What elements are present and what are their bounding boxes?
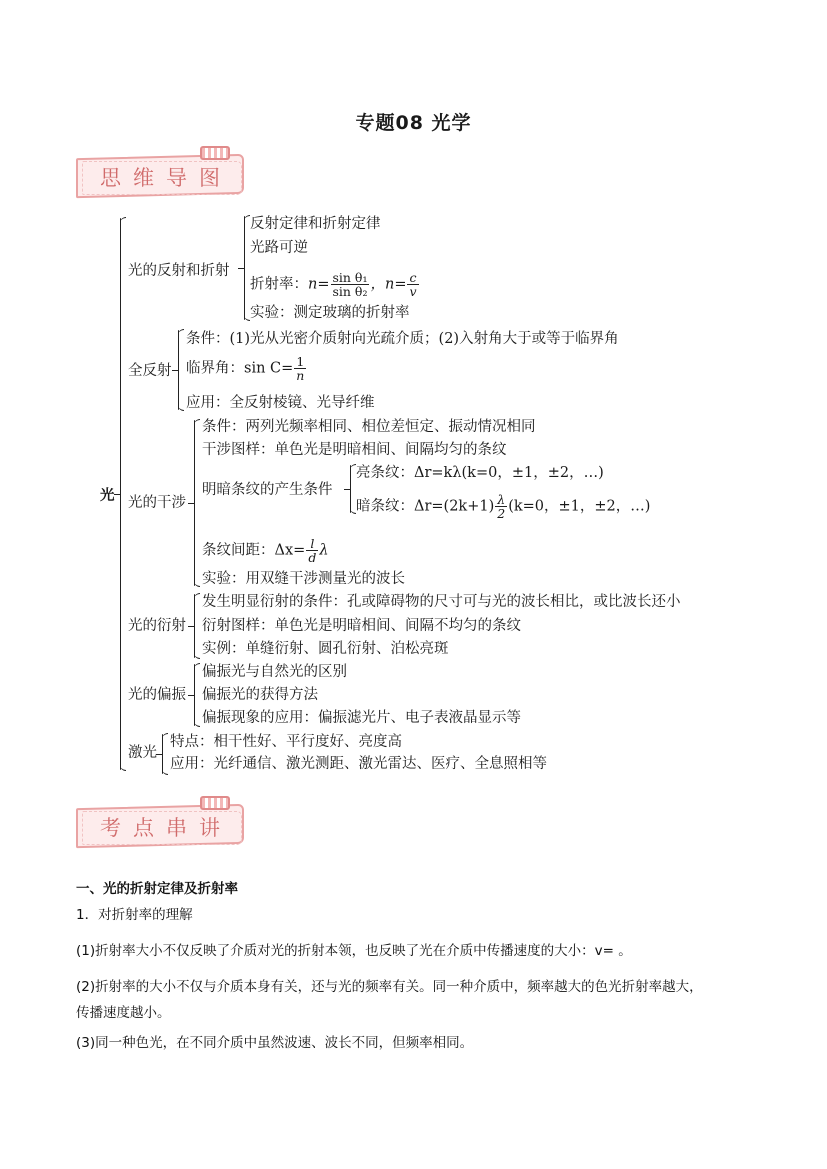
- spacing-denominator: d: [308, 550, 317, 565]
- branch-diffraction-label: 光的衍射: [128, 618, 186, 634]
- v-denominator: v: [409, 284, 417, 299]
- diffraction-brace: [194, 594, 195, 658]
- interference-item: 条件：两列光频率相同、相位差恒定、振动情况相同: [202, 419, 536, 435]
- reflection-item: 光路可逆: [250, 240, 308, 256]
- reflection-item: 反射定律和折射定律: [250, 216, 381, 232]
- total-reflection-brace: [178, 330, 179, 410]
- sin-ratio-numerator: sin θ₁: [332, 270, 368, 285]
- fringe-condition-brace: [350, 465, 351, 513]
- reflection-item: 实验：测定玻璃的折射率: [250, 305, 410, 321]
- branch-polarization-label: 光的偏振: [128, 687, 186, 703]
- mindmap-banner-label: 思维导图: [100, 166, 232, 190]
- interference-item: 干涉图样：单色光是明暗相间、间隔均匀的条纹: [202, 442, 507, 458]
- total-reflection-item: 条件：(1)光从光密介质射向光疏介质；(2)入射角大于或等于临界角: [186, 331, 619, 347]
- page-title: 专题08 光学: [355, 112, 472, 134]
- exam-points-banner: [76, 800, 248, 852]
- section-subheading: 1．对折射率的理解: [76, 907, 193, 923]
- reflection-brace: [244, 216, 245, 320]
- formula-separator: ，n=: [370, 276, 407, 293]
- total-reflection-item: 临界角：sin C=: [186, 360, 294, 377]
- paragraph-continuation: 传播速度越小。: [76, 1005, 171, 1021]
- refractive-index-formula: [250, 271, 420, 298]
- branch-reflection-label: 光的反射和折射: [128, 263, 230, 279]
- diffraction-item: 衍射图样：单色光是明暗相间、间隔不均匀的条纹: [202, 618, 521, 634]
- critical-angle-formula: [186, 355, 307, 382]
- paragraph: (1)折射率大小不仅反映了介质对光的折射本领，也反映了光在介质中传播速度的大小：v= 。: [76, 943, 632, 959]
- exam-points-banner-label: 考点串讲: [100, 816, 232, 840]
- diffraction-item: 实例：单缝衍射、圆孔衍射、泊松亮斑: [202, 641, 449, 657]
- paragraph: (2)折射率的大小不仅与介质本身有关，还与光的频率有关。同一种介质中，频率越大的色光折射率越大，: [76, 979, 703, 995]
- two-denominator: 2: [497, 506, 506, 521]
- diffraction-item: 发生明显衍射的条件：孔或障碍物的尺寸可与光的波长相比，或比波长还小: [202, 594, 681, 610]
- reflection-item: 折射率：: [250, 276, 308, 293]
- polarization-item: 偏振光与自然光的区别: [202, 664, 347, 680]
- root-brace: [120, 218, 121, 770]
- branch-laser-label: 激光: [128, 745, 157, 761]
- critical-angle-denominator: n: [296, 368, 305, 383]
- mindmap-root: 光: [100, 487, 115, 504]
- c-numerator: c: [407, 271, 418, 285]
- interference-brace: [194, 420, 195, 586]
- half-wavelength-fraction: [495, 493, 507, 520]
- laser-item: 应用：光纤通信、激光测距、激光雷达、医疗、全息照相等: [170, 756, 547, 772]
- interference-item: 实验：用双缝干涉测量光的波长: [202, 571, 405, 587]
- paragraph: (3)同一种色光，在不同介质中虽然波速、波长不同，但频率相同。: [76, 1035, 474, 1051]
- polarization-item: 偏振光的获得方法: [202, 687, 318, 703]
- branch-total-reflection-label: 全反射: [128, 363, 172, 379]
- dark-fringe-suffix: (k=0，±1，±2，…): [508, 498, 651, 515]
- sin-ratio-fraction: [331, 271, 370, 298]
- section-body: [76, 876, 756, 1056]
- paperclip-icon: [200, 796, 230, 810]
- spacing-numerator: l: [306, 537, 318, 551]
- formula-n: n=: [308, 276, 330, 293]
- dark-fringe-prefix: 暗条纹：Δr=(2k+1): [356, 498, 495, 515]
- bright-fringe-condition: 亮条纹：Δr=kλ(k=0，±1，±2，…): [356, 465, 604, 481]
- section-heading: 一、光的折射定律及折射率: [76, 881, 238, 897]
- fringe-spacing-formula: [202, 537, 329, 564]
- lambda-numerator: λ: [495, 493, 507, 507]
- dark-fringe-condition: [356, 493, 650, 520]
- polarization-item: 偏振现象的应用：偏振滤光片、电子表液晶显示等: [202, 710, 521, 726]
- polarization-brace: [194, 664, 195, 726]
- spacing-fraction: [306, 537, 318, 564]
- branch-interference-label: 光的干涉: [128, 495, 186, 511]
- critical-angle-fraction: [294, 355, 306, 382]
- laser-brace: [162, 734, 163, 774]
- interference-item: 条纹间距：Δx=: [202, 542, 306, 559]
- sin-ratio-denominator: sin θ₂: [332, 284, 368, 299]
- total-reflection-item: 应用：全反射棱镜、光导纤维: [186, 395, 375, 411]
- laser-item: 特点：相干性好、平行度好、亮度高: [170, 734, 402, 750]
- spacing-suffix: λ: [319, 542, 329, 559]
- interference-item: 明暗条纹的产生条件: [202, 482, 333, 498]
- critical-angle-numerator: 1: [294, 355, 306, 369]
- c-over-v-fraction: [407, 271, 418, 298]
